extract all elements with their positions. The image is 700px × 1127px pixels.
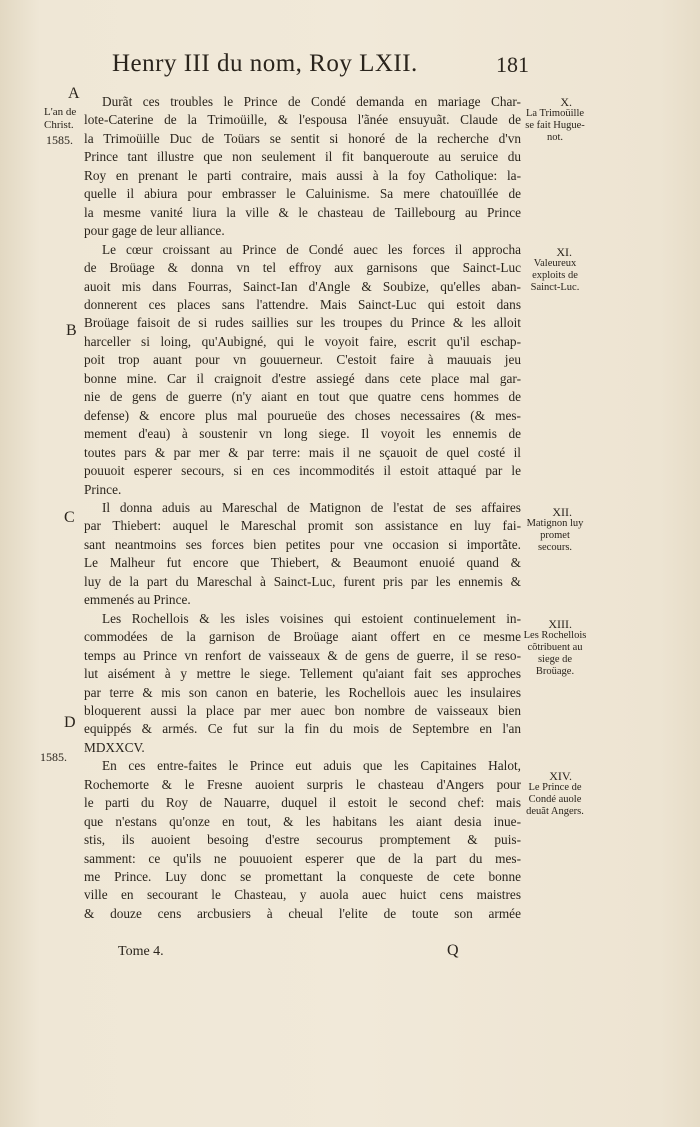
margin-note-number: XIII. [548,617,572,631]
year-label-an: L'an de [44,106,77,118]
text-line: par Thiebert: auquel le Mareschal promit son assistance en luy fai- [84,518,521,534]
text-line: ville en secourant le Chasteau, y auola auec huict cens maistres [84,887,521,903]
text-line: emmenés au Prince. [84,592,191,608]
text-line: equippés & armés. Ce fut sur la fin du mois de Septembre en l'an [84,721,521,737]
text-line: samment: ce qu'ils ne pouuoient esperer que de la part du mes- [84,850,521,866]
text-line: pour gage de leur alliance. [84,223,225,239]
volume-label: Tome 4. [118,944,164,959]
margin-note-xiii [522,618,588,678]
text-line: Rochemorte & le Fresne auoient surpris le chasteau d'Angers pour [84,776,521,792]
text-line: Le Malheur fut encore que Thiebert, & Beaumont enuoié quand & [84,555,521,571]
text-line: bonne mine. Car il craignoit d'estre assiegé dans cete place mal gar- [84,370,521,386]
margin-note-x [522,96,588,144]
text-line: mement d'eau) à soustenir vn long siege. Il voyoit les ennemis de [84,426,521,442]
year-1585-top: 1585. [46,133,73,147]
text-line: que n'estans qu'onze en tout, & les habitans les aiant desia inue- [84,813,521,829]
paragraph [84,241,521,499]
margin-note-text: Matignon luy promet secours. [526,518,584,553]
text-line: quelle il abiura pour embrasser le Caluinisme. Sa mere chatouïllée de [84,186,521,202]
text-line: commodées de la garnison de Broüage aiant offert en ce mesme [84,629,521,645]
text-line: temps au Prince vn renfort de vaisseaux & de gens de guerre, il se reso- [84,647,521,663]
page-number: 181 [496,52,529,77]
text-line: Broüage faisoit de si rudes saillies sur les troupes du Prince & les alloit [84,315,521,331]
paragraph [84,610,521,758]
text-line: Le cœur croissant au Prince de Condé auec les forces il approcha [102,241,521,257]
year-1585-bottom: 1585. [40,750,67,764]
text-line: Prince. [84,481,122,497]
text-line: MDXXCV. [84,739,145,755]
margin-note-number: XI. [556,245,572,259]
margin-note-text: Valeureux exploits de Sainct-Luc. [530,258,580,293]
text-line: & douze cens arcbusiers à cheual l'elite de toute son armée [84,905,521,921]
text-line: stis, ils auoient besoing d'estre secourus promptement & puis- [84,832,521,848]
section-letter-c: C [64,509,75,526]
text-line: par terre & mis son canon en baterie, les Rochellois auec les insulaires [84,684,521,700]
text-line: nie de gens de guerre (n'y aiant en tout que quatre cens hommes de [84,389,521,405]
text-line: lote-Caterine de la Trimoüille, & l'espousa l'ãnée ensuyuãt. Claude de [84,112,521,128]
text-line: pouuoit esperer secours, si en ces incommodités il estoit attaqué par le [84,463,521,479]
text-line: auoit mis dans Fourras, Sainct-Ian d'Angle & Soubize, qu'elles aban- [84,278,521,294]
text-line: luy de la part du Mareschal à Sainct-Luc, furent pris par les ennemis & [84,573,521,589]
text-line: la Trimoüille Duc de Toüars se sentit si honoré de la recherche d'vn [84,130,521,146]
text-line: bloquerent aussi la place par mer auec bon nombre de vaisseaux bien [84,702,521,718]
signature-mark: Q [447,942,459,959]
text-line: En ces entre-faites le Prince eut aduis que les Capitaines Halot, [102,758,521,774]
text-line: le parti du Roy de Nauarre, duquel il estoit le second chef: mais [84,795,521,811]
paragraph [84,757,521,923]
paragraph [84,93,521,241]
text-line: Prince tant illustre que non seulement il fit banqueroute au seruice du [84,149,521,165]
text-line: toutes pars & par mer & par terre: mais il ne sçauoit de quel costé il [84,444,521,460]
text-line: Les Rochellois & les isles voisines qui estoient continuelement in- [102,610,521,626]
year-label-christ: Christ. [44,119,74,131]
margin-note-xi [522,246,588,294]
text-line: poit trop auant pour vn gouuerneur. C'estoit faire à mauuais jeu [84,352,521,368]
text-line: lut aisément à y mettre le siege. Tellement qu'aiant fait ses approches [84,666,521,682]
text-line: de Broüage & donna vn tel effroy aux garnisons que Sainct-Luc [84,260,521,276]
section-letter-b: B [66,322,77,339]
text-line: me Prince. Luy donc se promettant la conqueste de cete bonne [84,869,521,885]
text-line: harceller si loing, qu'Aubigné, qui le voyoit faire, escrit qu'il eschap- [84,333,521,349]
text-line: defense) & encore plus mal pourueüe des choses necessaires (& mes- [84,407,521,423]
text-line: Il donna aduis au Mareschal de Matignon de l'estat de ses affaires [102,499,521,515]
section-letter-d: D [64,714,76,731]
text-line: donnerent ces places sans l'attendre. Mais Sainct-Luc qui estoit dans [84,296,521,312]
paragraph [84,499,521,610]
margin-note-number: XII. [552,505,572,519]
margin-note-text: Le Prince de Condé auole deuãt Angers. [526,782,584,817]
text-line: Durãt ces troubles le Prince de Condé demanda en mariage Char- [102,94,521,109]
margin-note-text: Les Rochellois cõtribuent au siege de Broüage. [523,630,587,677]
main-text [84,93,521,923]
margin-note-xiv [522,770,588,818]
margin-note-text: La Trimoüille se fait Hugue-not. [525,108,585,143]
margin-note-xii [522,506,588,554]
text-line: sant neantmoins ses forces bien petites pour vne occasion si importãte. [84,536,521,552]
text-line: Roy en prenant le parti contraire, mais aussi à la foy Catholique: la- [84,167,521,183]
section-letter-a: A [68,85,80,102]
text-line: la mesme vanité liura la ville & le chasteau de Taillebourg au Prince [84,204,521,220]
margin-note-number: X. [560,95,572,109]
running-head: Henry III du nom, Roy LXII. [112,50,418,77]
margin-note-number: XIV. [549,769,572,783]
